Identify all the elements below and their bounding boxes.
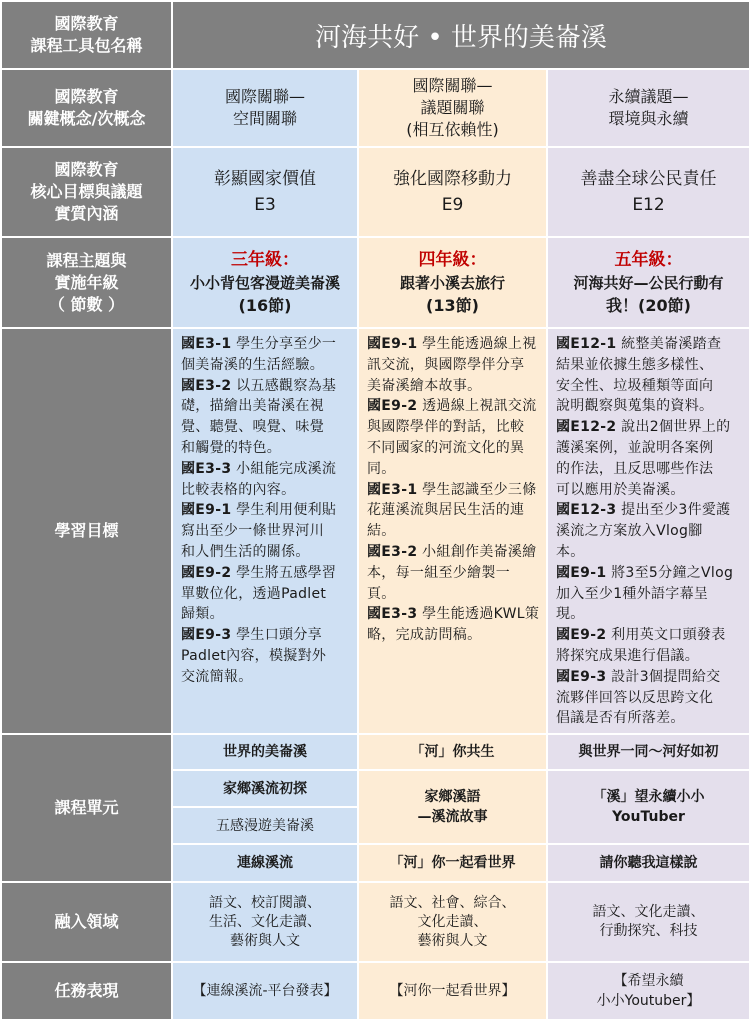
objective-text: 美崙溪繪本故事。 bbox=[367, 377, 482, 394]
unit-cell bbox=[547, 844, 749, 882]
objective-item bbox=[367, 480, 540, 542]
core-goal-code: E3 bbox=[254, 195, 276, 215]
objective-text: 學生利用便利貼 bbox=[236, 502, 337, 519]
objective-text: 略，完成訪問稿。 bbox=[367, 627, 482, 644]
unit-title: 五感漫遊美崙溪 bbox=[216, 817, 314, 834]
objective-text: 說出2個世界上的 bbox=[621, 419, 731, 436]
objective-line bbox=[181, 334, 351, 355]
objective-item bbox=[181, 563, 351, 625]
unit-title-line: 家鄉溪語 bbox=[424, 789, 481, 805]
concept-line: 環境與永續 bbox=[608, 109, 689, 128]
objective-code: 國E12-3 bbox=[556, 502, 617, 519]
theme-title: 我！(20節) bbox=[606, 295, 691, 315]
objective-text: 利用英文口頭發表 bbox=[611, 627, 726, 644]
objective-item bbox=[556, 563, 743, 625]
objective-text: 個美崙溪的生活經驗。 bbox=[181, 356, 324, 373]
objective-text: 和人們生活的關係。 bbox=[181, 543, 310, 560]
objective-line bbox=[556, 417, 743, 438]
grade-label: 三年級： bbox=[231, 249, 299, 270]
objective-text: 礎，描繪出美崙溪在視 bbox=[181, 398, 324, 415]
toolkit-label-line: 國際教育 bbox=[54, 14, 119, 33]
objective-text: 本，每一組至少繪製一 bbox=[367, 564, 510, 581]
objective-text: 可以應用於美崙溪。 bbox=[556, 481, 685, 498]
unit-title-line: 「溪」望永續小小 bbox=[592, 789, 705, 805]
objective-line bbox=[181, 500, 351, 521]
core-goal-cell-2 bbox=[358, 147, 547, 237]
unit-cell bbox=[547, 734, 749, 770]
concept-line: 永續議題— bbox=[608, 87, 689, 106]
domain-line: 行動探究、科技 bbox=[599, 923, 698, 939]
domain-line: 語文、文化走讀、 bbox=[592, 904, 705, 920]
objective-line bbox=[556, 625, 743, 646]
theme-label-line: 課程主題與 bbox=[46, 250, 127, 270]
objective-text: 花蓮溪流與居民生活的連 bbox=[367, 502, 525, 519]
concept-line: 空間關聯 bbox=[232, 109, 297, 128]
task-cell-2 bbox=[358, 962, 547, 1020]
objective-text: 透過線上視訊交流 bbox=[422, 398, 537, 415]
domain-line: 語文、社會、綜合、 bbox=[389, 894, 516, 911]
unit-title: 連線溪流 bbox=[237, 855, 293, 871]
objective-list bbox=[556, 334, 743, 729]
objective-code: 國E12-1 bbox=[556, 336, 617, 352]
objective-line bbox=[556, 563, 743, 584]
objective-text: 單數位化，透過Padlet bbox=[181, 585, 327, 602]
objective-item bbox=[181, 500, 351, 562]
objective-item bbox=[367, 604, 540, 646]
objective-code: 國E9-1 bbox=[556, 564, 607, 581]
objective-text: 加入至少1種外語字幕呈 bbox=[556, 585, 709, 602]
objective-text: 護溪案例，並說明各案例 bbox=[556, 439, 714, 456]
unit-title-line: YouTuber bbox=[612, 809, 685, 825]
unit-title: 「河」你一起看世界 bbox=[389, 855, 516, 871]
concept-cell-1 bbox=[172, 69, 358, 147]
objective-line bbox=[556, 667, 743, 688]
objective-text: 安全性、垃圾種類等面向 bbox=[556, 377, 714, 394]
objective-code: 國E3-2 bbox=[367, 543, 418, 560]
objective-code: 國E9-3 bbox=[181, 627, 232, 644]
objective-text: 學生分享至少一 bbox=[236, 336, 337, 352]
core-goal-cell-3 bbox=[547, 147, 749, 237]
theme-sessions: (13節) bbox=[426, 295, 479, 315]
objective-item bbox=[181, 334, 351, 376]
domain-cell-1 bbox=[172, 882, 358, 962]
domain-line: 藝術與人文 bbox=[230, 932, 300, 949]
objective-text: 結果並依據生態多樣性、 bbox=[556, 356, 714, 373]
unit-cell bbox=[172, 807, 358, 844]
unit-title-line: —溪流故事 bbox=[417, 809, 488, 825]
domains-label bbox=[1, 882, 172, 962]
objective-line bbox=[181, 625, 351, 646]
objective-item bbox=[181, 625, 351, 687]
objective-code: 國E3-3 bbox=[367, 606, 418, 623]
objective-text: 流夥伴回答以反思跨文化 bbox=[556, 689, 714, 706]
goal-label-line: 實質內涵 bbox=[54, 204, 119, 223]
grade-label: 五年級： bbox=[614, 249, 683, 270]
objective-line bbox=[367, 542, 540, 563]
core-goal-code: E9 bbox=[441, 195, 464, 215]
objective-text: 統整美崙溪踏查 bbox=[621, 336, 722, 352]
objective-text: 同。 bbox=[367, 460, 396, 477]
objective-text: 結。 bbox=[367, 523, 396, 540]
objective-item bbox=[556, 417, 743, 500]
core-goal-text: 彰顯國家價值 bbox=[214, 169, 316, 189]
objective-text: 將探究成果進行倡議。 bbox=[556, 647, 699, 664]
theme-label bbox=[1, 237, 172, 328]
task-cell-1 bbox=[172, 962, 358, 1020]
objective-item bbox=[181, 376, 351, 459]
objective-text: 以五感觀察為基 bbox=[236, 377, 337, 394]
concept-line: 國際關聯— bbox=[224, 87, 305, 106]
objective-text: 本。 bbox=[556, 543, 585, 560]
task-cell-3 bbox=[547, 962, 749, 1020]
domain-line: 藝術與人文 bbox=[417, 932, 488, 949]
goal-label bbox=[1, 147, 172, 237]
objectives-label-text: 學習目標 bbox=[54, 521, 119, 540]
objective-text: 覺、聽覺、嗅覺、味覺 bbox=[181, 419, 324, 436]
objective-code: 國E3-3 bbox=[181, 460, 232, 477]
goal-label-line: 國際教育 bbox=[54, 160, 119, 179]
task-line: 小小Youtuber】 bbox=[596, 993, 701, 1009]
objective-code: 國E9-1 bbox=[181, 502, 232, 519]
objective-text: 小組創作美崙溪繪 bbox=[422, 543, 537, 560]
objective-line bbox=[181, 459, 351, 480]
theme-cell-1 bbox=[172, 237, 358, 328]
unit-cell bbox=[358, 770, 547, 844]
objective-code: 國E3-1 bbox=[181, 336, 232, 352]
objective-line bbox=[367, 604, 540, 625]
objective-text: 學生將五感學習 bbox=[236, 564, 337, 581]
objectives-cell-3 bbox=[547, 328, 749, 734]
unit-title: 家鄉溪流初探 bbox=[223, 780, 307, 797]
objective-item bbox=[367, 396, 540, 479]
core-goal-code: E12 bbox=[632, 195, 665, 215]
unit-cell bbox=[358, 844, 547, 882]
objective-list bbox=[181, 334, 351, 688]
objective-text: 設計3個提問給交 bbox=[611, 668, 721, 685]
domain-line: 文化走讀、 bbox=[417, 913, 488, 930]
objective-code: 國E3-2 bbox=[181, 377, 232, 394]
concept-label bbox=[1, 69, 172, 147]
unit-title: 請你聽我這樣說 bbox=[599, 855, 698, 871]
objective-line bbox=[367, 396, 540, 417]
domains-label-text: 融入領域 bbox=[54, 912, 119, 931]
toolkit-label bbox=[1, 1, 172, 69]
concept-line: 議題關聯 bbox=[420, 98, 485, 117]
tasks-label-text: 任務表現 bbox=[54, 981, 119, 1000]
objective-code: 國E9-1 bbox=[367, 336, 418, 352]
objective-text: 說明觀察與蒐集的資料。 bbox=[556, 398, 714, 415]
concept-line: 國際關聯— bbox=[412, 76, 493, 95]
objective-text: 倡議是否有所落差。 bbox=[556, 710, 685, 727]
theme-sessions: (16節) bbox=[238, 295, 292, 315]
theme-title: 跟著小溪去旅行 bbox=[399, 273, 505, 292]
concept-label-line: 國際教育 bbox=[54, 87, 119, 106]
task-line: 【希望永續 bbox=[613, 973, 684, 989]
objective-text: 將3至5分鐘之Vlog bbox=[611, 564, 734, 581]
objective-code: 國E9-3 bbox=[556, 668, 607, 685]
goal-label-line: 核心目標與議題 bbox=[30, 182, 143, 201]
toolkit-name-cell bbox=[172, 1, 749, 69]
unit-title: 「河」你共生 bbox=[410, 744, 495, 760]
objective-text: 提出至少3件愛護 bbox=[621, 502, 731, 519]
concept-cell-2 bbox=[358, 69, 547, 147]
objective-line bbox=[181, 563, 351, 584]
task-line: 【河你一起看世界】 bbox=[389, 983, 516, 999]
objective-line bbox=[181, 376, 351, 397]
unit-cell bbox=[547, 770, 749, 844]
objective-text: 頁。 bbox=[367, 585, 396, 602]
objective-text: 交流簡報。 bbox=[181, 668, 253, 685]
objective-text: 學生能透過KWL策 bbox=[422, 606, 540, 623]
theme-title: 河海共好—公民行動有 bbox=[573, 273, 724, 292]
concept-cell-3 bbox=[547, 69, 749, 147]
core-goal-text: 強化國際移動力 bbox=[393, 169, 512, 189]
objective-text: 寫出至少一條世界河川 bbox=[181, 523, 324, 540]
task-line: 【連線溪流-平台發表】 bbox=[192, 983, 338, 999]
domain-cell-3 bbox=[547, 882, 749, 962]
objective-item bbox=[556, 625, 743, 667]
objective-item bbox=[556, 334, 743, 417]
objective-line bbox=[556, 500, 743, 521]
units-label-text: 課程單元 bbox=[54, 798, 119, 817]
unit-title: 世界的美崙溪 bbox=[223, 744, 307, 760]
theme-label-line: （ 節數 ） bbox=[48, 294, 125, 314]
grade-label: 四年級： bbox=[418, 249, 487, 270]
objective-item bbox=[556, 500, 743, 562]
objective-text: 與國際學伴的對話，比較 bbox=[367, 419, 525, 436]
objective-text: 歸類。 bbox=[181, 606, 224, 623]
objective-text: 比較表格的內容。 bbox=[181, 481, 296, 498]
objective-text: 現。 bbox=[556, 606, 585, 623]
domain-line: 生活、文化走讀、 bbox=[209, 913, 321, 930]
objective-code: 國E9-2 bbox=[556, 627, 607, 644]
objective-text: 訊交流，與國際學伴分享 bbox=[367, 356, 525, 373]
core-goal-cell-1 bbox=[172, 147, 358, 237]
toolkit-name: 河海共好 • 世界的美崙溪 bbox=[315, 22, 607, 53]
objective-item bbox=[367, 542, 540, 604]
core-goal-text: 善盡全球公民責任 bbox=[580, 169, 717, 189]
objective-line bbox=[367, 480, 540, 501]
unit-cell bbox=[172, 844, 358, 882]
theme-cell-3 bbox=[547, 237, 749, 328]
theme-cell-2 bbox=[358, 237, 547, 328]
objectives-label bbox=[1, 328, 172, 734]
unit-title: 與世界一同～河好如初 bbox=[578, 744, 719, 760]
objective-text: 溪流之方案放入Vlog腳 bbox=[556, 523, 703, 540]
objective-text: 學生能透過線上視 bbox=[422, 336, 537, 352]
units-label bbox=[1, 734, 172, 882]
objective-code: 國E9-2 bbox=[181, 564, 232, 581]
objectives-cell-2 bbox=[358, 328, 547, 734]
objective-code: 國E12-2 bbox=[556, 419, 617, 436]
unit-cell bbox=[358, 734, 547, 770]
objective-code: 國E9-2 bbox=[367, 398, 418, 415]
objective-code: 國E3-1 bbox=[367, 481, 418, 498]
concept-label-line: 關鍵概念/次概念 bbox=[27, 109, 146, 128]
objective-text: 學生口頭分享 bbox=[236, 627, 322, 644]
objective-text: 和觸覺的特色。 bbox=[181, 439, 282, 456]
toolkit-label-line: 課程工具包名稱 bbox=[30, 36, 143, 55]
objective-text: Padlet內容，模擬對外 bbox=[181, 647, 327, 664]
domain-line: 語文、校訂閱讀、 bbox=[209, 894, 321, 911]
theme-title: 小小背包客漫遊美崙溪 bbox=[189, 273, 340, 292]
theme-label-line: 實施年級 bbox=[54, 272, 119, 292]
objective-text: 不同國家的河流文化的異 bbox=[367, 439, 525, 456]
objective-item bbox=[556, 667, 743, 729]
unit-cell bbox=[172, 770, 358, 807]
objective-line bbox=[556, 334, 743, 355]
objective-item bbox=[181, 459, 351, 501]
objective-line bbox=[367, 334, 540, 355]
tasks-label bbox=[1, 962, 172, 1020]
objective-list bbox=[367, 334, 540, 646]
concept-line: (相互依賴性) bbox=[406, 120, 499, 139]
unit-cell bbox=[172, 734, 358, 770]
objective-item bbox=[367, 334, 540, 396]
objective-text: 學生認識至少三條 bbox=[422, 481, 537, 498]
objective-text: 的作法，且反思哪些作法 bbox=[556, 460, 714, 477]
objectives-cell-1 bbox=[172, 328, 358, 734]
domain-cell-2 bbox=[358, 882, 547, 962]
objective-text: 小組能完成溪流 bbox=[236, 460, 337, 477]
